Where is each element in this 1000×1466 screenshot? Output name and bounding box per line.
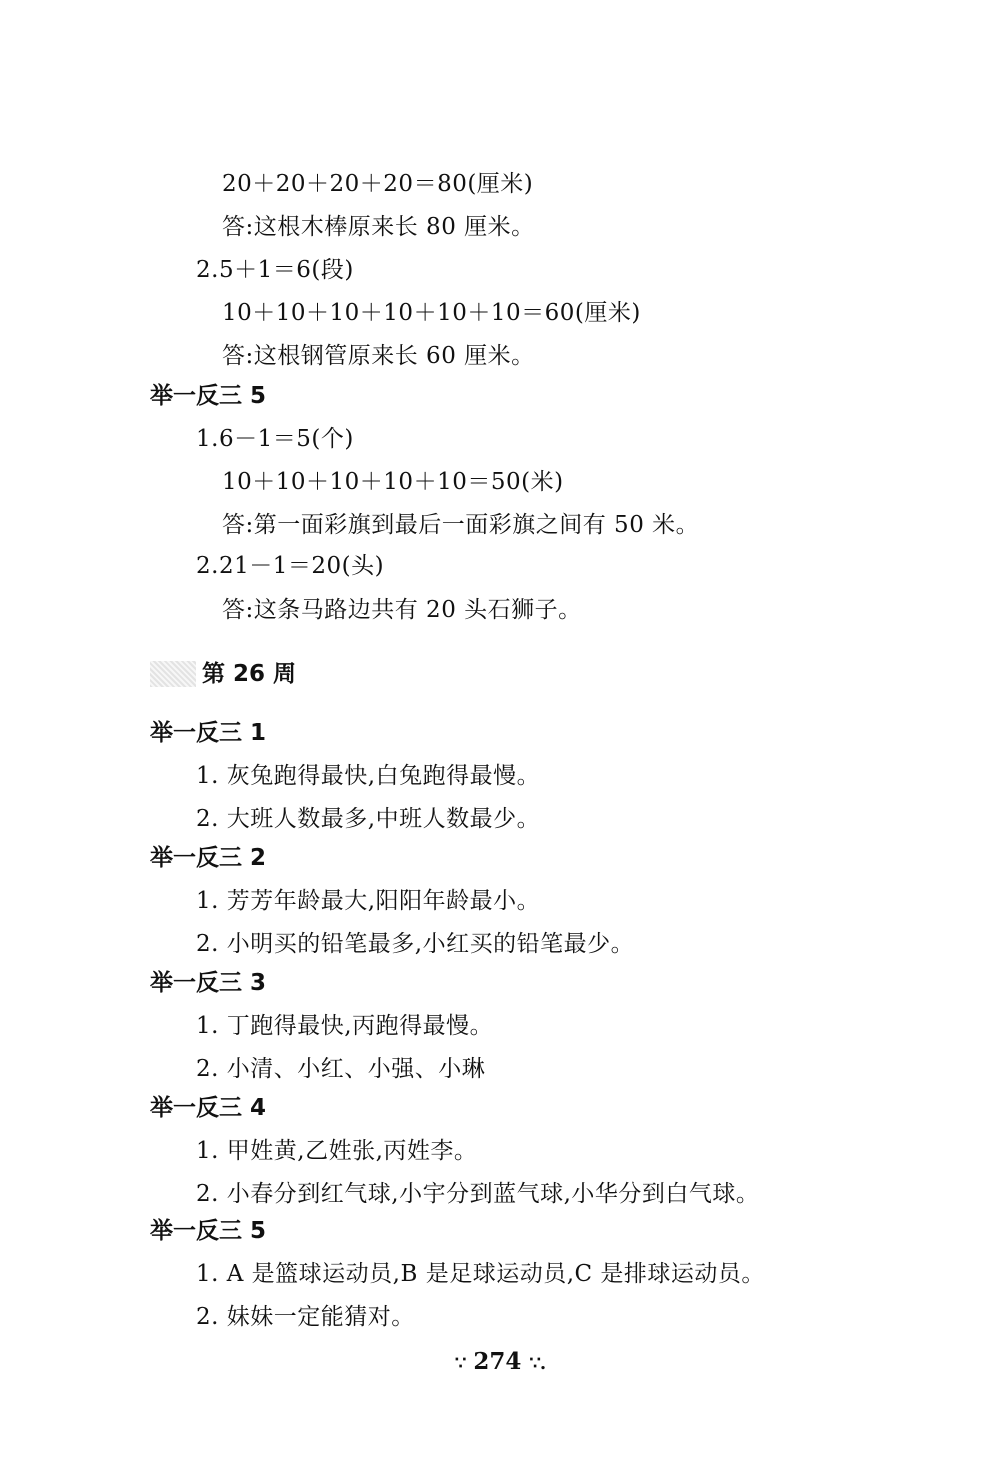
answer-line: 2. 小清、小红、小强、小琳 <box>196 1056 486 1082</box>
page-ornament-right: ∵. <box>529 1353 546 1374</box>
section-heading: 举一反三 3 <box>150 970 267 996</box>
answer-line: 10＋10＋10＋10＋10＋10＝60(厘米) <box>222 300 641 326</box>
section-heading: 举一反三 1 <box>150 720 267 746</box>
answer-line: 2. 小春分到红气球,小宇分到蓝气球,小华分到白气球。 <box>196 1181 760 1207</box>
page-number: 274 <box>473 1348 522 1375</box>
answer-line: 2. 小明买的铅笔最多,小红买的铅笔最少。 <box>196 931 635 957</box>
answer-line: 2.21－1＝20(头) <box>196 553 385 579</box>
answer-line: 1. 甲姓黄,乙姓张,丙姓李。 <box>196 1138 478 1164</box>
answer-line: 1. 灰兔跑得最快,白兔跑得最慢。 <box>196 763 541 789</box>
week-header <box>150 658 296 690</box>
section-heading: 举一反三 4 <box>150 1095 267 1121</box>
answer-line: 1. 丁跑得最快,丙跑得最慢。 <box>196 1013 494 1039</box>
section-heading: 举一反三 2 <box>150 845 267 871</box>
answer-line: 答:这条马路边共有 20 头石狮子。 <box>222 597 582 623</box>
answer-line: 1. A 是篮球运动员,B 是足球运动员,C 是排球运动员。 <box>196 1261 765 1287</box>
page-ornament-left: ∵ <box>454 1353 466 1374</box>
answer-line: 2.5＋1＝6(段) <box>196 257 354 283</box>
week-decoration-icon <box>150 661 196 687</box>
answer-line: 答:这根钢管原来长 60 厘米。 <box>222 343 535 369</box>
answer-line: 1. 芳芳年龄最大,阳阳年龄最小。 <box>196 888 541 914</box>
answer-line: 2. 妹妹一定能猜对。 <box>196 1304 415 1330</box>
answer-line: 2. 大班人数最多,中班人数最少。 <box>196 806 541 832</box>
answer-line: 20＋20＋20＋20＝80(厘米) <box>222 171 534 197</box>
answer-line: 答:第一面彩旗到最后一面彩旗之间有 50 米。 <box>222 512 700 538</box>
answer-line: 答:这根木棒原来长 80 厘米。 <box>222 214 535 240</box>
week-title: 第 26 周 <box>202 661 297 687</box>
page-number-footer <box>0 1346 1000 1380</box>
section-heading: 举一反三 5 <box>150 383 267 409</box>
answer-line: 10＋10＋10＋10＋10＝50(米) <box>222 469 564 495</box>
answer-line: 1.6－1＝5(个) <box>196 426 354 452</box>
section-heading: 举一反三 5 <box>150 1218 267 1244</box>
